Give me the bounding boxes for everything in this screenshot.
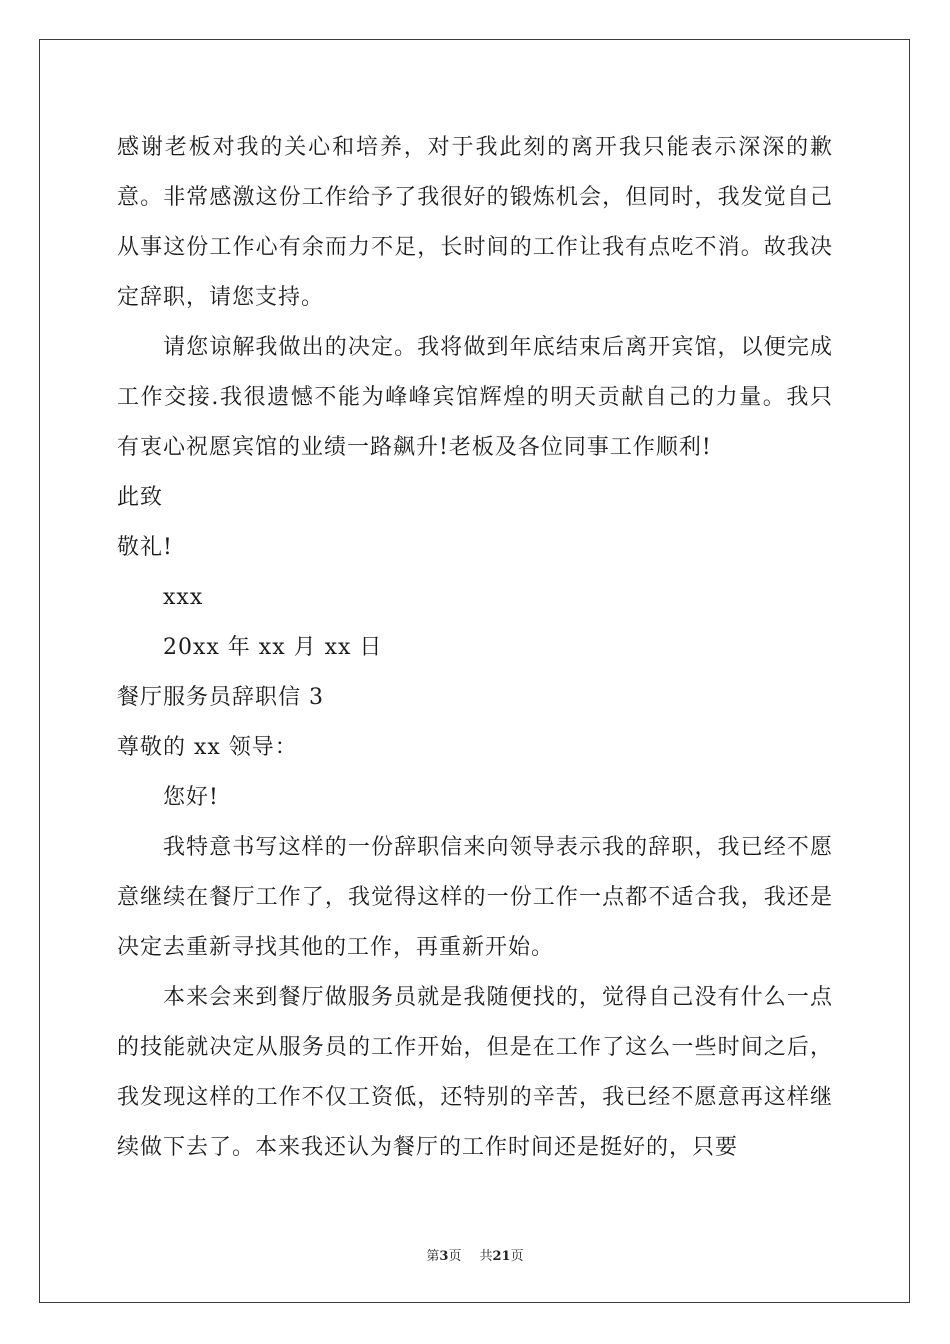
document-body	[117, 123, 833, 1173]
letter-greeting: 您好!	[163, 785, 219, 810]
signature-date: 20xx 年 xx 月 xx 日	[163, 635, 383, 660]
page-number: 3	[439, 1249, 449, 1264]
letter-recipient: 尊敬的 xx 领导：	[117, 735, 298, 760]
closing-salutation: 此致	[117, 485, 164, 510]
section-heading: 餐厅服务员辞职信 3	[117, 685, 324, 710]
total-prefix: 共	[479, 1249, 493, 1264]
total-suffix: 页	[510, 1249, 524, 1264]
page-prefix: 第	[426, 1249, 440, 1264]
total-pages: 21	[492, 1249, 511, 1264]
signature-name: xxx	[163, 585, 204, 610]
page-suffix: 页	[448, 1249, 462, 1264]
paragraph-resignation: 我特意书写这样的一份辞职信来向领导表示我的辞职，我已经不愿意继续在餐厅工作了，我觉得这样的一份工作一点都不适合我，我还是决定去重新寻找其他的工作，再重新开始。	[117, 835, 833, 960]
closing-regards: 敬礼!	[117, 535, 173, 560]
paragraph-reason: 本来会来到餐厅做服务员就是我随便找的，觉得自己没有什么一点的技能就决定从服务员的工作开始，但是在工作了这么一些时间之后，我发现这样的工作不仅工资低，还特别的辛苦，我已经不愿意再这样继续做下去了。本来我还认为餐厅的工作时间还是挺好的，只要	[117, 985, 833, 1160]
paragraph-gratitude: 感谢老板对我的关心和培养，对于我此刻的离开我只能表示深深的歉意。非常感激这份工作给予了我很好的锻炼机会，但同时，我发觉自己从事这份工作心有余而力不足，长时间的工作让我有点吃不消。故我决定辞职，请您支持。	[117, 135, 833, 310]
paragraph-understanding: 请您谅解我做出的决定。我将做到年底结束后离开宾馆，以便完成工作交接.我很遗憾不能为峰峰宾馆辉煌的明天贡献自己的力量。我只有衷心祝愿宾馆的业绩一路飙升!老板及各位同事工作顺利!	[117, 335, 833, 460]
page-footer	[0, 1245, 950, 1264]
